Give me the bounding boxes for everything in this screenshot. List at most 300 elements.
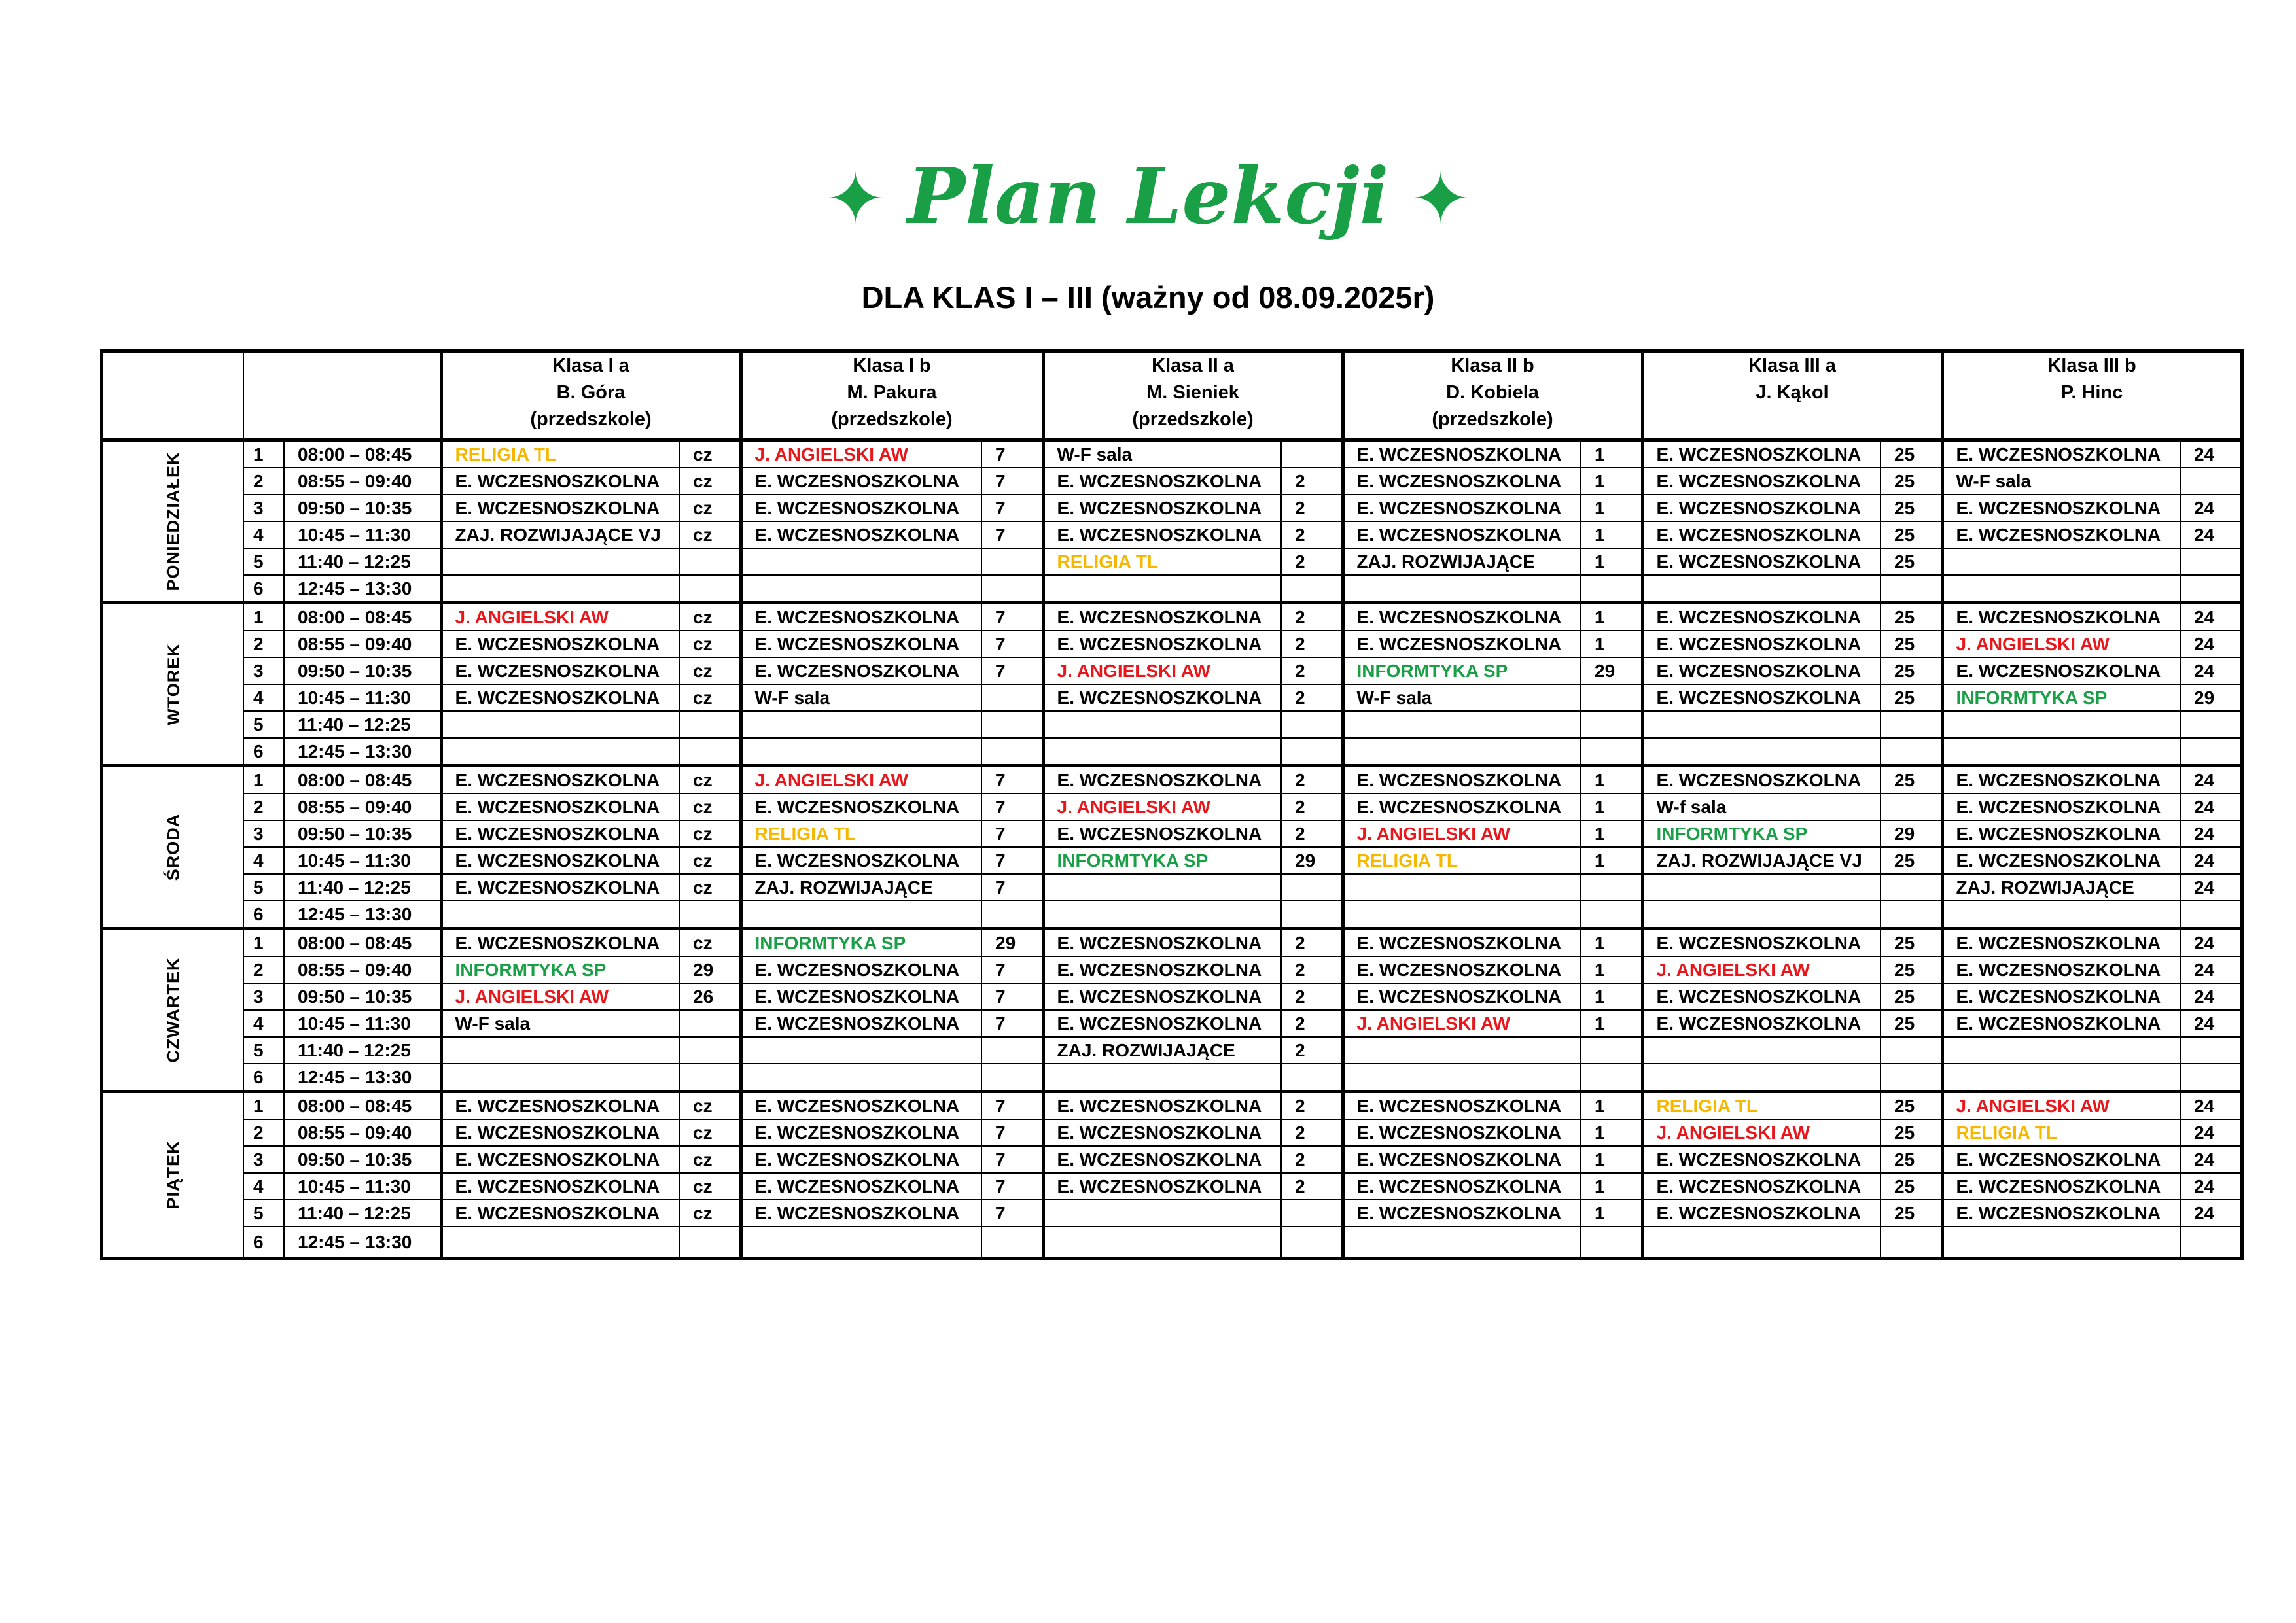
- room-cell: 1: [1581, 847, 1642, 874]
- room-cell: cz: [679, 847, 741, 874]
- subject-cell: [1642, 711, 1881, 738]
- subject-cell: [1942, 738, 2180, 766]
- subject-cell: E. WCZESNOSZKOLNA: [1642, 1173, 1881, 1200]
- room-cell: 1: [1581, 1173, 1642, 1200]
- room-cell: 2: [1281, 929, 1343, 957]
- subject-cell: E. WCZESNOSZKOLNA: [741, 1092, 981, 1120]
- room-cell: [1881, 575, 1942, 603]
- subject-cell: [1642, 738, 1881, 766]
- lesson-number: 1: [243, 766, 284, 794]
- subject-cell: [441, 1227, 679, 1259]
- room-cell: cz: [679, 820, 741, 847]
- lesson-time: 12:45 – 13:30: [284, 738, 441, 766]
- room-cell: [2180, 711, 2242, 738]
- room-cell: 7: [981, 468, 1043, 495]
- lesson-row: [102, 983, 2242, 1010]
- subject-cell: E. WCZESNOSZKOLNA: [741, 1146, 981, 1173]
- lesson-time: 08:00 – 08:45: [284, 603, 441, 631]
- subject-cell: E. WCZESNOSZKOLNA: [741, 1010, 981, 1037]
- room-cell: [1581, 1037, 1642, 1064]
- subject-cell: W-f sala: [1642, 794, 1881, 820]
- room-cell: cz: [679, 521, 741, 548]
- subject-cell: INFORMTYKA SP: [1642, 820, 1881, 847]
- lesson-time: 08:55 – 09:40: [284, 794, 441, 820]
- lesson-row: [102, 766, 2242, 794]
- room-cell: 25: [1881, 1200, 1942, 1227]
- class-teacher: D. Kobiela: [1446, 382, 1539, 403]
- subject-cell: E. WCZESNOSZKOLNA: [1343, 631, 1581, 657]
- subject-cell: E. WCZESNOSZKOLNA: [1942, 495, 2180, 521]
- day-cell: [102, 603, 244, 766]
- subject-cell: [1343, 901, 1581, 929]
- subject-cell: [1343, 575, 1581, 603]
- subject-cell: E. WCZESNOSZKOLNA: [1043, 1092, 1281, 1120]
- room-cell: 2: [1281, 468, 1343, 495]
- subject-cell: [741, 711, 981, 738]
- room-cell: 1: [1581, 1200, 1642, 1227]
- subject-cell: ZAJ. ROZWIJAJĄCE: [1942, 874, 2180, 901]
- subject-cell: [741, 901, 981, 929]
- subject-cell: E. WCZESNOSZKOLNA: [441, 929, 679, 957]
- subject-cell: RELIGIA TL: [441, 440, 679, 468]
- subject-cell: [741, 1064, 981, 1092]
- room-cell: cz: [679, 440, 741, 468]
- subject-cell: [1642, 575, 1881, 603]
- room-cell: cz: [679, 1092, 741, 1120]
- room-cell: [2180, 1037, 2242, 1064]
- room-cell: [2180, 548, 2242, 575]
- subject-cell: E. WCZESNOSZKOLNA: [741, 521, 981, 548]
- room-cell: [679, 738, 741, 766]
- room-cell: [2180, 468, 2242, 495]
- subject-cell: E. WCZESNOSZKOLNA: [741, 847, 981, 874]
- room-cell: [1581, 1064, 1642, 1092]
- subject-cell: E. WCZESNOSZKOLNA: [1343, 1146, 1581, 1173]
- subject-cell: E. WCZESNOSZKOLNA: [441, 1119, 679, 1146]
- subject-cell: RELIGIA TL: [741, 820, 981, 847]
- subject-cell: E. WCZESNOSZKOLNA: [441, 495, 679, 521]
- room-cell: 25: [1881, 1173, 1942, 1200]
- class-name: Klasa I b: [853, 355, 931, 376]
- lesson-number: 5: [243, 1200, 284, 1227]
- subject-cell: J. ANGIELSKI AW: [741, 766, 981, 794]
- room-cell: 2: [1281, 631, 1343, 657]
- class-note: (przedszkole): [530, 409, 652, 430]
- room-cell: 2: [1281, 983, 1343, 1010]
- lesson-number: 2: [243, 794, 284, 820]
- subject-cell: E. WCZESNOSZKOLNA: [1343, 794, 1581, 820]
- subject-cell: E. WCZESNOSZKOLNA: [1942, 794, 2180, 820]
- room-cell: [1881, 711, 1942, 738]
- class-note: (przedszkole): [1432, 409, 1553, 430]
- lesson-row: [102, 468, 2242, 495]
- class-name: Klasa II a: [1152, 355, 1234, 376]
- subject-cell: [1343, 1227, 1581, 1259]
- subject-cell: E. WCZESNOSZKOLNA: [1642, 521, 1881, 548]
- subject-cell: RELIGIA TL: [1642, 1092, 1881, 1120]
- room-cell: 2: [1281, 1173, 1343, 1200]
- lesson-number: 5: [243, 874, 284, 901]
- subject-cell: [1043, 738, 1281, 766]
- lesson-row: [102, 820, 2242, 847]
- room-cell: [1881, 794, 1942, 820]
- subject-cell: E. WCZESNOSZKOLNA: [1642, 1146, 1881, 1173]
- subject-cell: W-F sala: [441, 1010, 679, 1037]
- room-cell: [981, 738, 1043, 766]
- room-cell: 1: [1581, 1119, 1642, 1146]
- room-cell: 25: [1881, 847, 1942, 874]
- subject-cell: ZAJ. ROZWIJAJĄCE: [1343, 548, 1581, 575]
- room-cell: [1281, 440, 1343, 468]
- room-cell: 2: [1281, 794, 1343, 820]
- day-label: WTOREK: [163, 643, 183, 725]
- class-header: [1043, 351, 1343, 440]
- room-cell: 25: [1881, 495, 1942, 521]
- subject-cell: E. WCZESNOSZKOLNA: [1343, 495, 1581, 521]
- room-cell: 24: [2180, 657, 2242, 684]
- room-cell: 2: [1281, 820, 1343, 847]
- subject-cell: [741, 575, 981, 603]
- subject-cell: W-F sala: [1043, 440, 1281, 468]
- subject-cell: [1343, 1037, 1581, 1064]
- room-cell: [679, 1010, 741, 1037]
- subject-cell: J. ANGIELSKI AW: [1642, 1119, 1881, 1146]
- subject-cell: E. WCZESNOSZKOLNA: [1043, 1173, 1281, 1200]
- room-cell: [1881, 1064, 1942, 1092]
- lesson-row: [102, 847, 2242, 874]
- room-cell: 2: [1281, 956, 1343, 983]
- room-cell: 7: [981, 1173, 1043, 1200]
- room-cell: 1: [1581, 1010, 1642, 1037]
- room-cell: cz: [679, 657, 741, 684]
- room-cell: [1281, 738, 1343, 766]
- lesson-number: 4: [243, 521, 284, 548]
- subject-cell: INFORMTYKA SP: [1942, 684, 2180, 711]
- class-header: [741, 351, 1043, 440]
- subject-cell: [1043, 874, 1281, 901]
- subject-cell: E. WCZESNOSZKOLNA: [1343, 1200, 1581, 1227]
- lesson-number: 5: [243, 548, 284, 575]
- room-cell: 24: [2180, 1200, 2242, 1227]
- room-cell: [679, 1227, 741, 1259]
- room-cell: 1: [1581, 631, 1642, 657]
- room-cell: 7: [981, 956, 1043, 983]
- subject-cell: [1942, 711, 2180, 738]
- subject-cell: E. WCZESNOSZKOLNA: [1043, 631, 1281, 657]
- room-cell: 24: [2180, 440, 2242, 468]
- room-cell: 1: [1581, 929, 1642, 957]
- room-cell: 24: [2180, 820, 2242, 847]
- lesson-time: 11:40 – 12:25: [284, 874, 441, 901]
- room-cell: 25: [1881, 468, 1942, 495]
- subject-cell: E. WCZESNOSZKOLNA: [441, 1092, 679, 1120]
- subject-cell: E. WCZESNOSZKOLNA: [1043, 1146, 1281, 1173]
- lesson-row: [102, 901, 2242, 929]
- lesson-row: [102, 495, 2242, 521]
- subject-cell: E. WCZESNOSZKOLNA: [1043, 1119, 1281, 1146]
- room-cell: 25: [1881, 1010, 1942, 1037]
- lesson-number: 2: [243, 1119, 284, 1146]
- room-cell: 7: [981, 847, 1043, 874]
- subject-cell: J. ANGIELSKI AW: [741, 440, 981, 468]
- lesson-time: 12:45 – 13:30: [284, 1064, 441, 1092]
- subject-cell: E. WCZESNOSZKOLNA: [1942, 1173, 2180, 1200]
- header-day-corner: [102, 351, 244, 440]
- subject-cell: E. WCZESNOSZKOLNA: [441, 468, 679, 495]
- room-cell: 29: [1881, 820, 1942, 847]
- lesson-number: 1: [243, 929, 284, 957]
- lesson-row: [102, 1064, 2242, 1092]
- subject-cell: E. WCZESNOSZKOLNA: [441, 1200, 679, 1227]
- lesson-number: 2: [243, 468, 284, 495]
- room-cell: [2180, 575, 2242, 603]
- subject-cell: J. ANGIELSKI AW: [1043, 657, 1281, 684]
- lesson-number: 6: [243, 901, 284, 929]
- subject-cell: E. WCZESNOSZKOLNA: [441, 684, 679, 711]
- room-cell: [2180, 1227, 2242, 1259]
- day-cell: [102, 1092, 244, 1259]
- subject-cell: E. WCZESNOSZKOLNA: [1942, 1200, 2180, 1227]
- subject-cell: E. WCZESNOSZKOLNA: [1942, 847, 2180, 874]
- lesson-row: [102, 1200, 2242, 1227]
- room-cell: 24: [2180, 1173, 2242, 1200]
- subject-cell: E. WCZESNOSZKOLNA: [741, 794, 981, 820]
- subject-cell: E. WCZESNOSZKOLNA: [1343, 521, 1581, 548]
- day-cell: [102, 440, 244, 603]
- room-cell: 7: [981, 495, 1043, 521]
- room-cell: 24: [2180, 1010, 2242, 1037]
- subject-cell: E. WCZESNOSZKOLNA: [1642, 929, 1881, 957]
- room-cell: [1581, 738, 1642, 766]
- subject-cell: E. WCZESNOSZKOLNA: [741, 1173, 981, 1200]
- subject-cell: [1043, 901, 1281, 929]
- lesson-row: [102, 521, 2242, 548]
- class-header: [1642, 351, 1942, 440]
- room-cell: 2: [1281, 1010, 1343, 1037]
- lesson-row: [102, 711, 2242, 738]
- subject-cell: E. WCZESNOSZKOLNA: [1343, 1173, 1581, 1200]
- room-cell: 25: [1881, 929, 1942, 957]
- room-cell: cz: [679, 1173, 741, 1200]
- lesson-row: [102, 1227, 2242, 1259]
- room-cell: 25: [1881, 603, 1942, 631]
- lesson-row: [102, 1146, 2242, 1173]
- room-cell: [981, 684, 1043, 711]
- lesson-number: 4: [243, 1173, 284, 1200]
- room-cell: cz: [679, 1146, 741, 1173]
- lesson-row: [102, 603, 2242, 631]
- lesson-number: 6: [243, 575, 284, 603]
- class-teacher: P. Hinc: [2060, 382, 2123, 403]
- subject-cell: [741, 548, 981, 575]
- subject-cell: E. WCZESNOSZKOLNA: [441, 820, 679, 847]
- room-cell: [1281, 901, 1343, 929]
- class-name: Klasa III a: [1748, 355, 1836, 376]
- room-cell: cz: [679, 1119, 741, 1146]
- room-cell: 7: [981, 657, 1043, 684]
- subject-cell: [1043, 711, 1281, 738]
- subject-cell: E. WCZESNOSZKOLNA: [1942, 956, 2180, 983]
- lesson-number: 3: [243, 820, 284, 847]
- day-label: ŚRODA: [163, 813, 183, 881]
- subject-cell: E. WCZESNOSZKOLNA: [1642, 495, 1881, 521]
- subject-cell: ZAJ. ROZWIJAJĄCE: [1043, 1037, 1281, 1064]
- subject-cell: E. WCZESNOSZKOLNA: [1343, 983, 1581, 1010]
- room-cell: 25: [1881, 956, 1942, 983]
- subject-cell: E. WCZESNOSZKOLNA: [1942, 766, 2180, 794]
- lesson-row: [102, 657, 2242, 684]
- lesson-time: 08:00 – 08:45: [284, 929, 441, 957]
- room-cell: [1581, 874, 1642, 901]
- room-cell: 7: [981, 631, 1043, 657]
- room-cell: cz: [679, 929, 741, 957]
- lesson-time: 11:40 – 12:25: [284, 1037, 441, 1064]
- subject-cell: E. WCZESNOSZKOLNA: [1043, 956, 1281, 983]
- room-cell: 2: [1281, 1146, 1343, 1173]
- room-cell: cz: [679, 603, 741, 631]
- page-title: [0, 147, 2296, 249]
- room-cell: [1581, 711, 1642, 738]
- room-cell: [679, 1064, 741, 1092]
- lesson-time: 10:45 – 11:30: [284, 1010, 441, 1037]
- subject-cell: E. WCZESNOSZKOLNA: [441, 874, 679, 901]
- room-cell: 2: [1281, 657, 1343, 684]
- lesson-time: 10:45 – 11:30: [284, 521, 441, 548]
- room-cell: 2: [1281, 1092, 1343, 1120]
- subject-cell: [1642, 1037, 1881, 1064]
- room-cell: 24: [2180, 874, 2242, 901]
- room-cell: [981, 1227, 1043, 1259]
- room-cell: 2: [1281, 603, 1343, 631]
- subject-cell: E. WCZESNOSZKOLNA: [1642, 468, 1881, 495]
- subject-cell: J. ANGIELSKI AW: [1343, 820, 1581, 847]
- room-cell: 29: [981, 929, 1043, 957]
- room-cell: cz: [679, 874, 741, 901]
- room-cell: cz: [679, 1200, 741, 1227]
- room-cell: 7: [981, 603, 1043, 631]
- lesson-row: [102, 548, 2242, 575]
- room-cell: [2180, 1064, 2242, 1092]
- class-teacher: B. Góra: [556, 382, 626, 403]
- room-cell: 25: [1881, 440, 1942, 468]
- subject-cell: [1343, 874, 1581, 901]
- room-cell: 24: [2180, 521, 2242, 548]
- lesson-row: [102, 874, 2242, 901]
- class-header: [1343, 351, 1642, 440]
- subject-cell: E. WCZESNOSZKOLNA: [1343, 766, 1581, 794]
- lesson-row: [102, 1119, 2242, 1146]
- subject-cell: E. WCZESNOSZKOLNA: [1642, 603, 1881, 631]
- room-cell: [1881, 1227, 1942, 1259]
- lesson-time: 11:40 – 12:25: [284, 711, 441, 738]
- lesson-row: [102, 1010, 2242, 1037]
- subject-cell: [1343, 1064, 1581, 1092]
- subject-cell: E. WCZESNOSZKOLNA: [1043, 820, 1281, 847]
- room-cell: 1: [1581, 983, 1642, 1010]
- lesson-time: 08:55 – 09:40: [284, 468, 441, 495]
- subject-cell: E. WCZESNOSZKOLNA: [741, 603, 981, 631]
- room-cell: [679, 548, 741, 575]
- room-cell: 25: [1881, 983, 1942, 1010]
- room-cell: 1: [1581, 794, 1642, 820]
- lesson-time: 08:00 – 08:45: [284, 766, 441, 794]
- room-cell: [679, 901, 741, 929]
- lesson-number: 5: [243, 711, 284, 738]
- subject-cell: INFORMTYKA SP: [441, 956, 679, 983]
- lesson-row: [102, 1173, 2242, 1200]
- lesson-row: [102, 1092, 2242, 1120]
- subject-cell: [441, 548, 679, 575]
- lesson-number: 3: [243, 657, 284, 684]
- room-cell: 2: [1281, 548, 1343, 575]
- subject-cell: E. WCZESNOSZKOLNA: [741, 956, 981, 983]
- subject-cell: E. WCZESNOSZKOLNA: [1343, 929, 1581, 957]
- room-cell: [1581, 901, 1642, 929]
- room-cell: [2180, 901, 2242, 929]
- subject-cell: E. WCZESNOSZKOLNA: [1942, 521, 2180, 548]
- class-teacher: M. Sieniek: [1146, 382, 1239, 403]
- lesson-time: 11:40 – 12:25: [284, 1200, 441, 1227]
- room-cell: 7: [981, 983, 1043, 1010]
- room-cell: 29: [679, 956, 741, 983]
- room-cell: 1: [1581, 440, 1642, 468]
- room-cell: 1: [1581, 1146, 1642, 1173]
- subject-cell: E. WCZESNOSZKOLNA: [1942, 440, 2180, 468]
- lesson-number: 6: [243, 1227, 284, 1259]
- subject-cell: [1343, 738, 1581, 766]
- room-cell: 29: [1281, 847, 1343, 874]
- room-cell: 25: [1881, 1092, 1942, 1120]
- subject-cell: [1642, 1227, 1881, 1259]
- room-cell: 7: [981, 794, 1043, 820]
- room-cell: [679, 711, 741, 738]
- room-cell: 25: [1881, 657, 1942, 684]
- room-cell: cz: [679, 684, 741, 711]
- subject-cell: E. WCZESNOSZKOLNA: [1043, 468, 1281, 495]
- subject-cell: W-F sala: [1343, 684, 1581, 711]
- lesson-time: 08:00 – 08:45: [284, 1092, 441, 1120]
- room-cell: cz: [679, 766, 741, 794]
- lesson-time: 09:50 – 10:35: [284, 495, 441, 521]
- subject-cell: E. WCZESNOSZKOLNA: [1642, 657, 1881, 684]
- subject-cell: E. WCZESNOSZKOLNA: [1642, 983, 1881, 1010]
- subject-cell: E. WCZESNOSZKOLNA: [1642, 1200, 1881, 1227]
- subject-cell: [441, 901, 679, 929]
- room-cell: [1281, 575, 1343, 603]
- subject-cell: E. WCZESNOSZKOLNA: [1343, 1119, 1581, 1146]
- room-cell: 1: [1581, 1092, 1642, 1120]
- room-cell: cz: [679, 495, 741, 521]
- room-cell: 29: [2180, 684, 2242, 711]
- subject-cell: INFORMTYKA SP: [741, 929, 981, 957]
- subject-cell: E. WCZESNOSZKOLNA: [1942, 820, 2180, 847]
- subject-cell: E. WCZESNOSZKOLNA: [441, 847, 679, 874]
- lesson-number: 3: [243, 1146, 284, 1173]
- subject-cell: E. WCZESNOSZKOLNA: [741, 983, 981, 1010]
- subject-cell: W-F sala: [741, 684, 981, 711]
- subtitle: DLA KLAS I – III (ważny od 08.09.2025r): [861, 280, 1435, 315]
- lesson-number: 4: [243, 1010, 284, 1037]
- class-name: Klasa I a: [552, 355, 629, 376]
- subject-cell: E. WCZESNOSZKOLNA: [1642, 631, 1881, 657]
- room-cell: 1: [1581, 521, 1642, 548]
- subject-cell: ZAJ. ROZWIJAJĄCE: [741, 874, 981, 901]
- subject-cell: INFORMTYKA SP: [1343, 657, 1581, 684]
- subject-cell: [1942, 1037, 2180, 1064]
- subject-cell: J. ANGIELSKI AW: [441, 983, 679, 1010]
- subject-cell: E. WCZESNOSZKOLNA: [1043, 603, 1281, 631]
- lesson-row: [102, 631, 2242, 657]
